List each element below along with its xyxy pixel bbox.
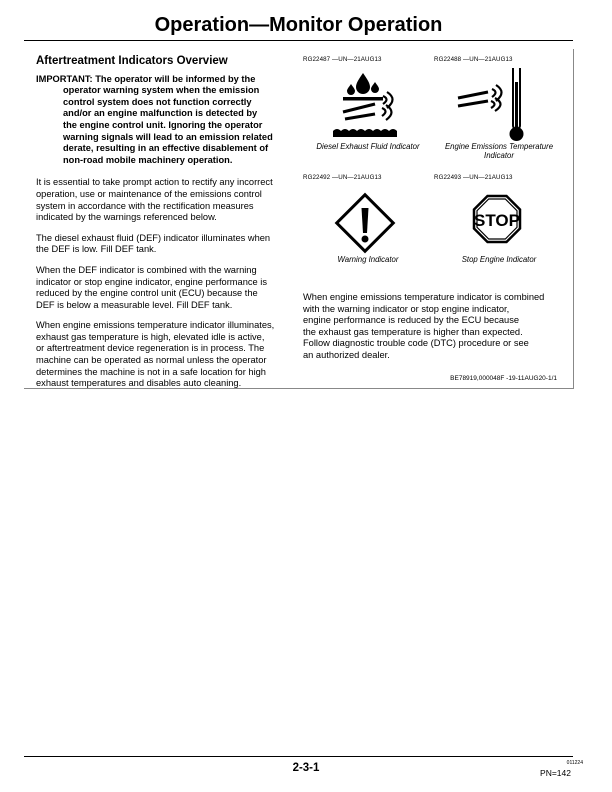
paragraph-line: When engine emissions temperature indicator illuminates, [36,320,275,331]
paragraph-line: DEF is below a measurable level. Fill DEF tank. [36,299,233,310]
paragraph-line: determines the machine is not in a safe location for high [36,366,266,377]
important-notice [36,74,296,167]
caption-line: Engine Emissions Temperature [444,142,554,151]
paragraph-line: or aftertreatment device regeneration is in process. The [36,343,265,354]
emissions-temperature-icon [434,68,564,142]
important-line: the engine control unit. Ignoring the operator [63,119,263,130]
important-label: IMPORTANT: [36,73,93,84]
document-reference: BE78919,000048F -19-11AUG20-1/1 [450,375,557,382]
important-line: operator warning system when the emission [63,85,260,96]
paragraph-line: machine can be operated as normal unless the operator [36,355,267,366]
paragraph-line: indicated by the warnings referenced below. [36,212,217,223]
stop-engine-icon [434,186,564,260]
caption-line: Indicator [484,151,514,160]
paragraph-emissions-combined [303,292,565,362]
paragraph-prompt-action [36,177,296,223]
page-title: Operation—Monitor Operation [154,14,443,36]
paragraph-emissions-temperature [36,320,296,390]
paragraph-line: reduced by the engine control unit (ECU) because the [36,288,258,299]
figure-caption [434,142,564,160]
paragraph-line: indicator or stop engine indicator, engine performance is [36,276,268,287]
figure-caption [303,142,433,151]
section-title: Aftertreatment Indicators Overview [36,55,228,67]
paragraph-line: When the DEF indicator is combined with the warning [36,264,257,275]
paragraph-line: The diesel exhaust fluid (DEF) indicator illuminates when [36,232,271,243]
stop-sign-text: STOP [474,211,520,230]
footer-divider [24,756,573,757]
paragraph-line: the DEF is low. Fill DEF tank. [36,244,157,255]
part-number: PN=142 [540,768,571,778]
caption-line: Warning Indicator [337,255,399,264]
figure-code: RG22488 —UN—21AUG13 [434,56,513,63]
important-line: warning signals will lead to an emission related [63,131,273,142]
caption-line: Diesel Exhaust Fluid Indicator [316,142,420,151]
left-column [36,56,296,399]
def-icon [303,68,433,142]
figure-caption [434,255,564,264]
important-line: derate, resulting in an effective disablement of [63,143,269,154]
paragraph-line: It is essential to take prompt action to rectify any incorrect [36,177,273,188]
page-header [24,12,573,41]
paragraph-def-combined [36,265,296,311]
paragraph-line: an authorized dealer. [303,349,390,360]
paragraph-line: Follow diagnostic trouble code (DTC) procedure or see [303,338,529,349]
paragraph-line: operation, use or maintenance of the emissions control [36,188,262,199]
paragraph-line: exhaust temperatures and disables auto cleaning. [36,378,242,389]
content-section [24,49,574,389]
page-number: 2-3-1 [292,762,320,774]
warning-icon [303,186,433,260]
paragraph-line: the exhaust gas temperature is higher than expected. [303,326,523,337]
paragraph-line: When engine emissions temperature indicator is combined [303,292,545,302]
important-line: control system does not function correctly [63,96,252,107]
caption-line: Stop Engine Indicator [461,255,537,264]
paragraph-line: engine performance is reduced by the ECU because [303,315,520,326]
figure-caption [303,255,433,264]
figure-code: RG22492 —UN—21AUG13 [303,174,382,181]
figure-code: RG22493 —UN—21AUG13 [434,174,513,181]
important-first-line [36,74,296,86]
important-body [36,85,296,166]
important-line: and/or an engine malfunction is detected by [63,108,258,119]
paragraph-line: exhaust gas temperature is high, elevated idle is active, [36,331,265,342]
paragraph-line: system in accordance with the rectification measures [36,200,254,211]
important-line: non-road mobile machinery operation. [63,154,233,165]
figure-code: RG22487 —UN—21AUG13 [303,56,382,63]
paragraph-line: with the warning indicator or stop engine indicator, [303,303,510,314]
footer-small-code: 011224 [566,760,583,766]
paragraph-def-indicator [36,233,296,256]
important-first-line-text: The operator will be informed by the [95,73,256,84]
